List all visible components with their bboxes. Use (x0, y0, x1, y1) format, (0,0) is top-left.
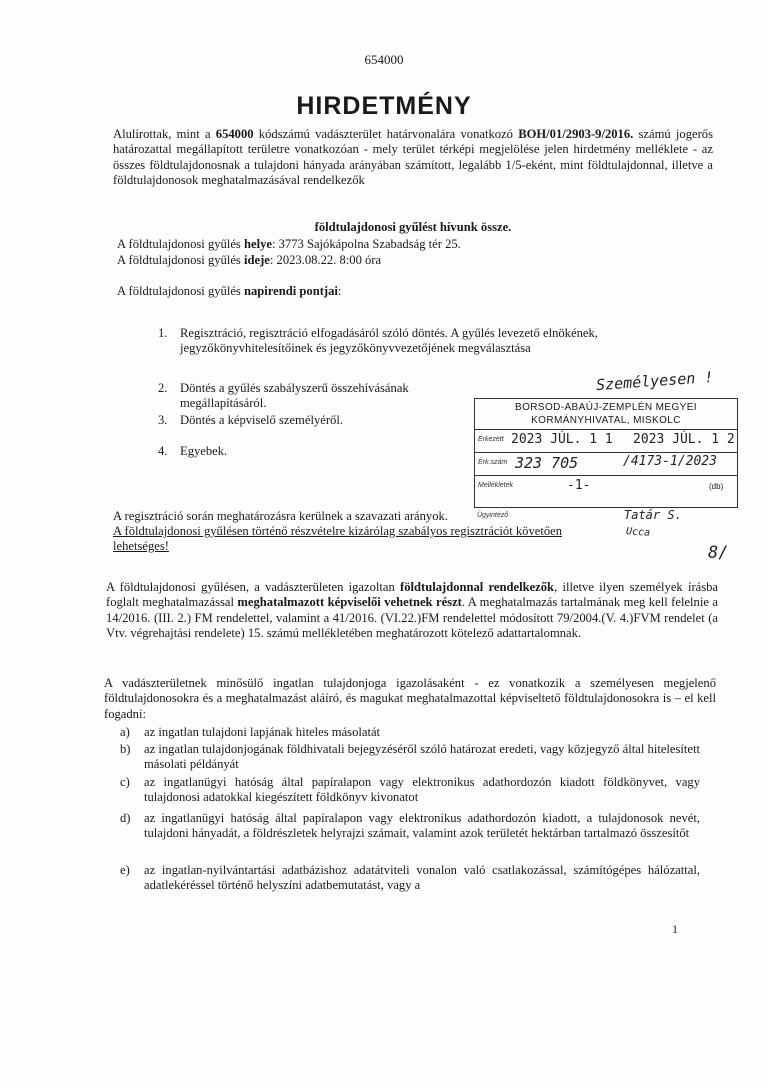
list-item: a) az ingatlan tulajdoni lapjának hiteles másolatát (120, 725, 381, 739)
agenda-item: 1. Regisztráció, regisztráció elfogadásáról szóló döntés. A gyűlés levezető elnökének, jegyzőkönyvhitelesítőinek és jegyzőkönyvvezetőjének megválasztása (158, 326, 598, 356)
registry-stamp (474, 398, 738, 508)
list-item: d) az ingatlanügyi hatóság által papíralapon vagy elektronikus adathordozón kiadott, a tulajdonosok nevét, tulajdoni hányadát, a földrészletek helyrajzi számait, valamint azok területét hektárban tartalmazó összesítőt (120, 811, 700, 841)
agenda-item: 2. Döntés a gyűlés szabályszerű összehívásának megállapításáról. (158, 381, 409, 411)
handwritten-note: Személyesen ! (595, 367, 714, 395)
call-to-meeting: földtulajdonosi gyűlést hívunk össze. (314, 220, 512, 234)
meeting-time: A földtulajdonosi gyűlés ideje: 2023.08.22. 8:00 óra (117, 253, 382, 267)
stamp-row-received: Érkezett 2023 JÚL. 1 1 2023 JÚL. 1 2 (475, 429, 737, 452)
document-code: 654000 (364, 52, 404, 67)
list-item: e) az ingatlan-nyilvántartási adatbázishoz adatátviteli vonalon való csatlakozással, számítógépes hálózattal, adatlekéréssel történő helyszíni adatbemutatást, vagy a (120, 863, 700, 893)
registration-warning: A földtulajdonosi gyűlésen történő részvételre kizárólag szabályos regisztrációt követően lehetséges! (113, 524, 563, 554)
stamp-row-number: Érk.szám 323 705 /4173-1/2023 (475, 452, 737, 475)
registration-note: A regisztráció során meghatározásra kerülnek a szavazati arányok. (113, 509, 448, 523)
intro-paragraph: Alulírottak, mint a 654000 kódszámú vadászterület határvonalára vonatkozó BOH/01/2903-9/2016. számú jogerős határozattal megállapított területre vonatkozóan - mely terület térképi megjelölése jelen hirdetmény melléklete - az összes földtulajdonosnak a tulajdoni hányada arányában számított, legalább 1/5-eként, mint földtulajdonnal, illetve a földtulajdonosok meghatalmazásával rendelkezők (113, 127, 714, 188)
agenda-item: 3. Döntés a képviselő személyéről. (158, 413, 343, 427)
agenda-heading: A földtulajdonosi gyűlés napirendi pontjai: (117, 284, 342, 298)
list-item: b) az ingatlan tulajdonjogának földhivatali bejegyzéséről szóló határozat eredeti, vagy közjegyző által hitelesített másolati példányát (120, 742, 700, 772)
list-item: c) az ingatlanügyi hatóság által papíralapon vagy elektronikus adathordozón kiadott földkönyvet, vagy tulajdonosi adatokkal kiegészített földkönyv kivonatot (120, 775, 700, 805)
stamp-row-clerk: Ügyintéző Tatár S. (477, 508, 682, 522)
document-title: HIRDETMÉNY (296, 92, 472, 120)
meeting-place: A földtulajdonosi gyűlés helye: 3773 Sajókápolna Szabadság tér 25. (117, 237, 461, 251)
stamp-row-attachments: Mellékletek -1- (db) (475, 475, 737, 498)
proof-intro: A vadászterületnek minősülő ingatlan tulajdonjoga igazolásaként - ez vonatkozik a személyesen megjelenő földtulajdonosokra és a meghatalmazást aláíró, és magukat meghatalmazottal képviseltető földtulajdonosokra is – el kell fogadni: (104, 676, 716, 721)
handwritten-note: Ucca (625, 526, 651, 539)
handwritten-note: 8/ (708, 543, 729, 563)
agenda-item: 4. Egyebek. (158, 444, 228, 458)
participation-paragraph: A földtulajdonosi gyűlésen, a vadászterületen igazoltan földtulajdonnal rendelkezők, illetve ilyen személyek írásba foglalt meghatalmazással meghatalmazott képviselői vehetnek részt. A meghatalmazás tartalmának meg kell felelnie a 14/2016. (III. 2.) FM rendelettel, valamint a 41/2016. (VI.22.)FM rendelettel módosított 79/2004.(V. 4.)FVM rendelet (a Vtv. végrehajtási rendelete) 15. számú mellékletében meghatározott kötelező adattartalomnak. (106, 580, 719, 641)
page-number: 1 (672, 922, 678, 936)
stamp-org: BORSOD-ABAÚJ-ZEMPLÉN MEGYEI KORMÁNYHIVATAL, MISKOLC (515, 402, 697, 426)
